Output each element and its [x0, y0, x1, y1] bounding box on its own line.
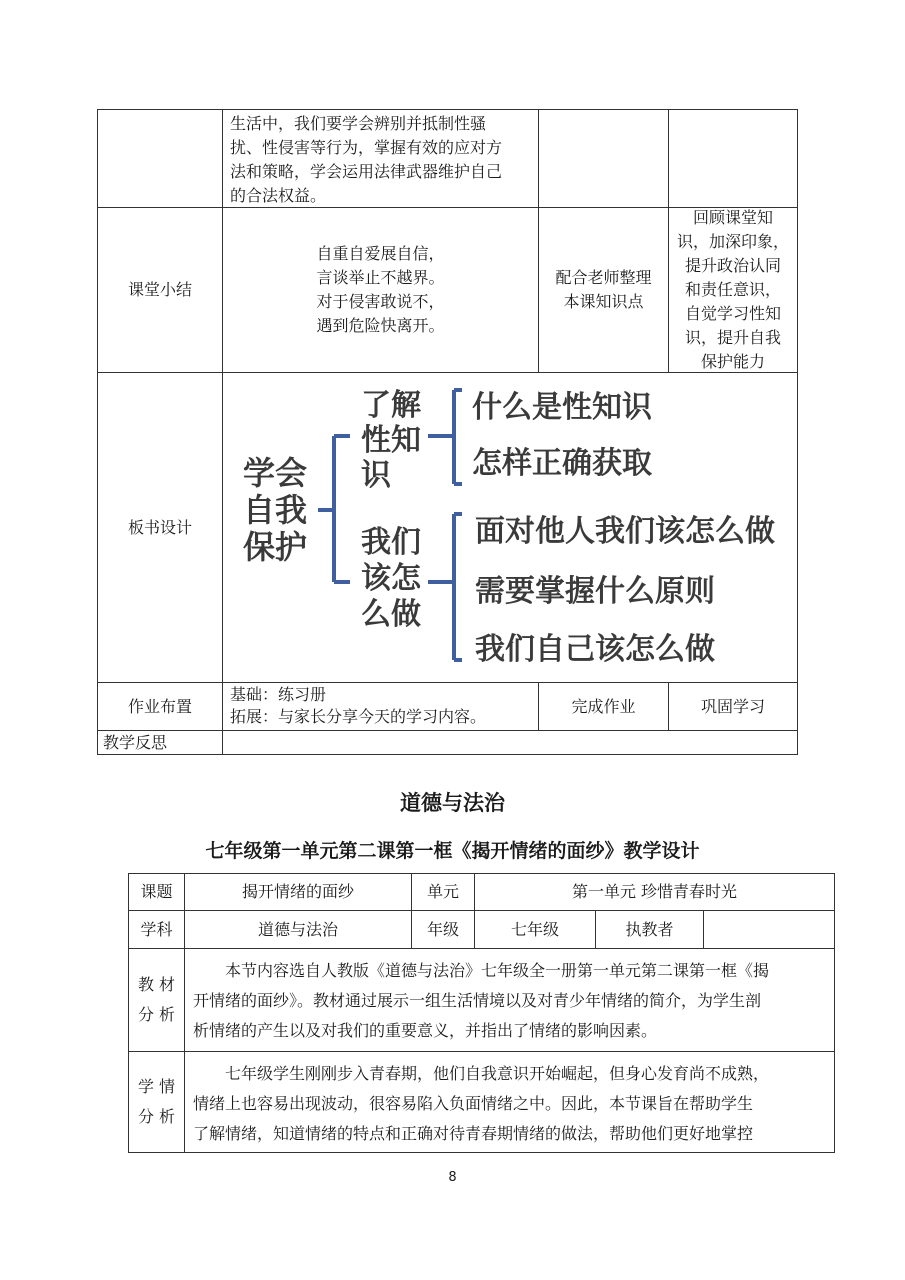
text-line: 识，提升自我 [684, 328, 781, 347]
text-line: 提升政治认同 [684, 256, 781, 275]
lesson-title: 七年级第一单元第二课第一框《揭开情绪的面纱》教学设计 [205, 840, 700, 862]
reflection-label: 教学反思 [103, 733, 168, 752]
unit-value: 第一单元 珍惜青春时光 [571, 882, 738, 901]
text-line: 对于侵害敢说不， [316, 292, 445, 311]
text-line: 学 情 [137, 1077, 176, 1096]
text-line: 情绪上也容易出现波动，很容易陷入负面情绪之中。因此，本节课旨在帮助学生 [193, 1094, 754, 1113]
subject-label: 学科 [140, 919, 173, 939]
text-line: 自觉学习性知 [684, 304, 781, 323]
text-line: 的合法权益。 [230, 186, 327, 205]
grade-value: 七年级 [510, 919, 559, 939]
text-line: 生活中，我们要学会辨别并抵制性骚 [230, 114, 487, 133]
text-line: 基础：练习册 [230, 685, 327, 704]
board-item: 怎样正确获取 [472, 446, 652, 481]
homework-student: 完成作业 [571, 696, 636, 716]
text-line: 自我 [243, 491, 308, 529]
homework-intent: 巩固学习 [700, 696, 765, 716]
teacher-label: 执教者 [625, 919, 674, 939]
subject-value: 道德与法治 [257, 919, 338, 939]
board-branch-2 [361, 525, 421, 633]
text-line: 教 材 [137, 975, 176, 994]
board-item: 什么是性知识 [472, 390, 652, 425]
text-line: 配合老师整理 [555, 268, 652, 287]
material-analysis-label [129, 949, 184, 1051]
text-line: 七年级学生刚刚步入青春期，他们自我意识开始崛起，但身心发育尚不成熟， [225, 1064, 770, 1083]
student-analysis-text [193, 1059, 829, 1149]
material-analysis-text [193, 956, 829, 1046]
text-line: 言谈举止不越界。 [316, 268, 445, 287]
board-branch-1 [361, 388, 421, 493]
homework-label: 作业布置 [127, 696, 192, 716]
text-line: 我们 [361, 525, 421, 560]
teacher-value [704, 911, 834, 948]
summary-label: 课堂小结 [127, 280, 192, 299]
text-line: 和责任意识， [684, 280, 781, 299]
text-line: 该怎 [361, 561, 421, 596]
board-label: 板书设计 [127, 517, 192, 537]
topic-label: 课题 [140, 882, 173, 901]
text-line: 性知 [361, 423, 421, 458]
text-line: 识 [361, 458, 391, 493]
text-line: 回顾课堂知 [692, 208, 773, 227]
text-line: 本课知识点 [563, 292, 644, 311]
text-line: 分 析 [137, 1107, 176, 1126]
board-item: 需要掌握什么原则 [475, 574, 715, 609]
student-analysis-label [129, 1052, 184, 1152]
text-line: 析情绪的产生以及对我们的重要意义，并指出了情绪的影响因素。 [193, 1021, 658, 1040]
text-line: 保护 [243, 528, 308, 566]
text-line: 么做 [361, 597, 421, 632]
text-line: 自重自爱展自信， [316, 244, 445, 263]
board-item: 我们自己该怎么做 [475, 632, 715, 667]
text-line: 扰、性侵害等行为，掌握有效的应对方 [230, 138, 503, 157]
text-line: 了解 [361, 388, 421, 423]
homework-content [230, 684, 535, 728]
grade-label: 年级 [426, 919, 459, 939]
unit-label: 单元 [426, 882, 459, 901]
text-line: 开情绪的面纱》。教材通过展示一组生活情境以及对青少年情绪的简介，为学生剖 [193, 991, 762, 1010]
text-line: 保护能力 [700, 352, 765, 371]
text-line: 遇到危险快离开。 [316, 316, 445, 335]
topic-value: 揭开情绪的面纱 [241, 882, 354, 901]
section-title: 道德与法治 [400, 791, 505, 815]
text-line: 拓展：与家长分享今天的学习内容。 [230, 707, 487, 726]
text-line: 分 析 [137, 1005, 176, 1024]
text-line: 学会 [243, 454, 308, 492]
text-line: 法和策略，学会运用法律武器维护自己 [230, 162, 503, 181]
board-item: 面对他人我们该怎么做 [475, 514, 775, 549]
text-line: 本节内容选自人教版《道德与法治》七年级全一册第一单元第二课第一框《揭 [225, 961, 770, 980]
text-line: 了解情绪，知道情绪的特点和正确对待青春期情绪的做法，帮助他们更好地掌控 [193, 1124, 754, 1143]
page-number: 8 [448, 1170, 457, 1185]
text-line: 识，加深印象， [676, 232, 789, 251]
